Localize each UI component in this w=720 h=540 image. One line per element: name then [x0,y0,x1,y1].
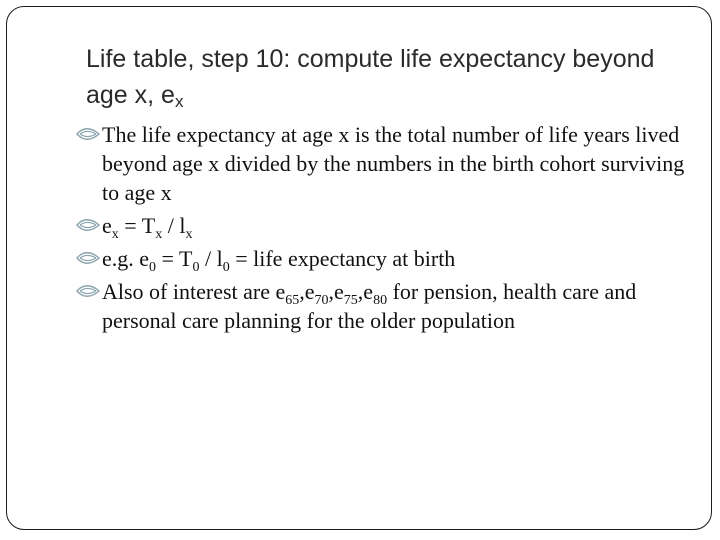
formula-e-subscript: x [111,227,119,242]
interest-subscript-70: 70 [314,293,329,308]
formula-l-subscript: x [185,227,193,242]
interest-lead: Also of interest are e [102,279,286,304]
leaf-bullet-icon [76,218,100,232]
example-e-subscript: 0 [149,260,157,275]
bullet-list [76,120,686,339]
formula-e: e [102,213,112,238]
example-divide-l: / l [199,246,223,271]
formula-equals-t: = T [118,213,156,238]
interest-subscript-75: 75 [343,293,358,308]
interest-comma-3: ,e [357,279,374,304]
formula-divide-l: / l [162,213,186,238]
leaf-bullet-icon [76,127,100,141]
example-equals-t: = T [156,246,193,271]
interest-subscript-65: 65 [285,293,300,308]
example-l-subscript: 0 [222,260,230,275]
bullet-interest [76,277,686,335]
bullet-definition [76,120,686,207]
example-t-subscript: 0 [192,260,200,275]
bullet-example [76,244,686,273]
leaf-bullet-icon [76,284,100,298]
interest-comma-1: ,e [299,279,315,304]
leaf-bullet-icon [76,251,100,265]
interest-subscript-80: 80 [373,293,388,308]
example-tail: = life expectancy at birth [229,246,456,271]
slide-title-subscript: x [174,92,184,111]
slide-title-text: Life table, step 10: compute life expectancy beyond age x, e [86,45,655,109]
formula-t-subscript: x [155,227,163,242]
example-lead: e.g. e [102,246,150,271]
interest-tail: for pension, health care and personal care planning for the older population [102,279,637,333]
interest-comma-2: ,e [328,279,344,304]
slide-title [86,41,686,113]
bullet-formula [76,211,686,240]
bullet-definition-text: The life expectancy at age x is the total number of life years lived beyond age x divided by the numbers in the birth cohort surviving to age x [102,122,685,205]
